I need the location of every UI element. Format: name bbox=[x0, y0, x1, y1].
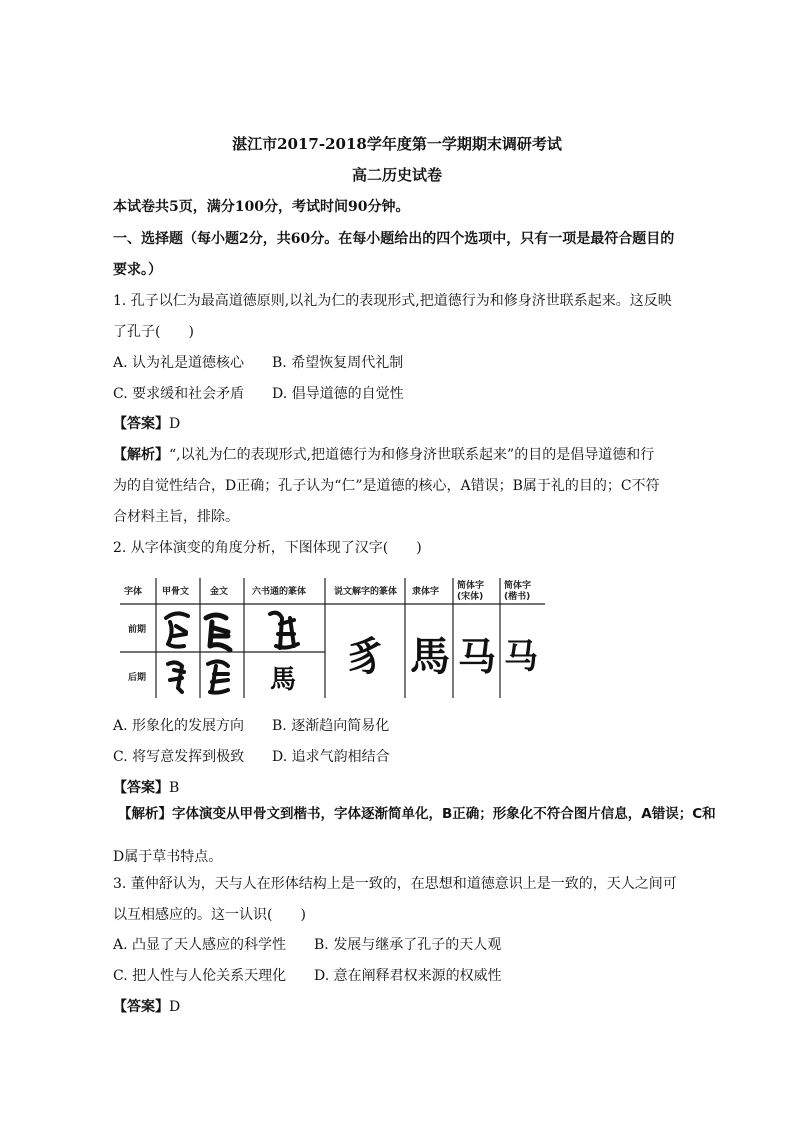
th-7 bbox=[504, 579, 531, 602]
q1-stem-line2: 了孔子( ) bbox=[113, 324, 194, 340]
q2-option-a: A. 形象化的发展方向 bbox=[113, 718, 245, 734]
answer-tag: 【答案】 bbox=[113, 780, 169, 796]
th-3: 六书通的篆体 bbox=[252, 587, 307, 597]
th-5: 隶体字 bbox=[412, 587, 440, 597]
section-heading-line1: 一、选择题（每小题2分，共60分。在每小题给出的四个选项中，只有一项是最符合题目的 bbox=[113, 231, 675, 247]
q3-stem-line1: 3. 董仲舒认为，天与人在形体结构上是一致的，在思想和道德意识上是一致的，天人之间可 bbox=[113, 876, 677, 892]
answer-value: D bbox=[169, 416, 181, 432]
q3-option-d: D. 意在阐释君权来源的权威性 bbox=[314, 968, 502, 984]
q1-stem-line1: 1. 孔子以仁为最高道德原则,以礼为仁的表现形式,把道德行为和修身济世联系起来。这反映 bbox=[113, 293, 672, 309]
th-2: 金文 bbox=[210, 587, 229, 597]
answer-tag: 【答案】 bbox=[113, 999, 169, 1015]
section-heading-line2: 要求。） bbox=[113, 262, 162, 278]
q2-option-b: B. 逐渐趋向简易化 bbox=[272, 718, 390, 734]
th-line: (宋体) bbox=[457, 592, 484, 602]
th-line: (楷书) bbox=[504, 592, 531, 602]
q3-option-a: A. 凸显了天人感应的科学性 bbox=[113, 937, 287, 953]
q2-stem: 2. 从字体演变的角度分析，下图体现了汉字( ) bbox=[113, 540, 422, 556]
lishu-glyph: 馬 bbox=[410, 633, 450, 680]
th-1: 甲骨文 bbox=[162, 587, 190, 597]
bronze-glyph-late bbox=[208, 661, 228, 692]
songti-glyph: 马 bbox=[458, 634, 497, 679]
th-line: 简体字 bbox=[504, 581, 532, 591]
q3-option-c: C. 把人性与人伦关系天理化 bbox=[113, 968, 287, 984]
seal-glyph-late: 馬 bbox=[270, 665, 297, 695]
oracle-glyph-early bbox=[166, 613, 188, 646]
q1-option-a: A. 认为礼是道德核心 bbox=[113, 355, 245, 371]
th-4: 说文解字的篆体 bbox=[334, 587, 398, 597]
analysis-text: “,以礼为仁的表现形式,把道德行为和修身济世联系起来”的目的是倡导道德和行 bbox=[169, 447, 655, 463]
q1-analysis-line2: 为的自觉性结合，D正确；孔子认为“仁”是道德的核心，A错误；B属于礼的目的；C不符 bbox=[113, 478, 660, 494]
q2-answer bbox=[113, 778, 179, 798]
row-label-early: 前期 bbox=[128, 625, 147, 635]
exam-info: 本试卷共5页，满分100分，考试时间90分钟。 bbox=[113, 199, 410, 215]
q2-analysis-line2: D属于草书特点。 bbox=[113, 849, 223, 865]
bronze-glyph-early bbox=[206, 615, 230, 650]
q1-answer bbox=[113, 414, 180, 434]
q3-option-b: B. 发展与继承了孔子的天人观 bbox=[314, 937, 502, 953]
glyph-evolution-table bbox=[120, 574, 545, 698]
glyph-table-svg bbox=[120, 574, 545, 698]
answer-tag: 【答案】 bbox=[113, 416, 169, 432]
q2-analysis-line1 bbox=[118, 804, 716, 824]
q3-answer bbox=[113, 997, 180, 1017]
page-title: 湛江市2017-2018学年度第一学期期末调研考试 bbox=[232, 135, 562, 153]
q1-analysis-line3: 合材料主旨，排除。 bbox=[113, 509, 239, 525]
seal-glyph-early bbox=[270, 613, 298, 648]
th-line: 简体字 bbox=[457, 581, 485, 591]
th-0: 字体 bbox=[124, 587, 143, 597]
oracle-glyph-late bbox=[168, 662, 184, 692]
q1-option-c: C. 要求缓和社会矛盾 bbox=[113, 386, 245, 402]
q1-option-d: D. 倡导道德的自觉性 bbox=[272, 386, 404, 402]
analysis-text: 字体演变从甲骨文到楷书，字体逐渐简单化，B正确；形象化不符合图片信息，A错误；C和 bbox=[172, 806, 716, 822]
row-label-late: 后期 bbox=[128, 673, 147, 683]
answer-value: D bbox=[169, 999, 181, 1015]
shuowen-glyph: 豸 bbox=[346, 633, 386, 680]
kaishu-glyph: 马 bbox=[504, 637, 538, 677]
answer-value: B bbox=[169, 780, 180, 796]
page-subtitle: 高二历史试卷 bbox=[351, 166, 442, 184]
analysis-tag: 【解析】 bbox=[118, 806, 172, 822]
th-6 bbox=[457, 579, 484, 602]
analysis-tag: 【解析】 bbox=[113, 447, 169, 463]
q1-analysis-line1 bbox=[113, 445, 654, 465]
q2-option-c: C. 将写意发挥到极致 bbox=[113, 749, 245, 765]
q2-option-d: D. 追求气韵相结合 bbox=[272, 749, 390, 765]
q1-option-b: B. 希望恢复周代礼制 bbox=[272, 355, 404, 371]
q3-stem-line2: 以互相感应的。这一认识( ) bbox=[113, 907, 306, 923]
